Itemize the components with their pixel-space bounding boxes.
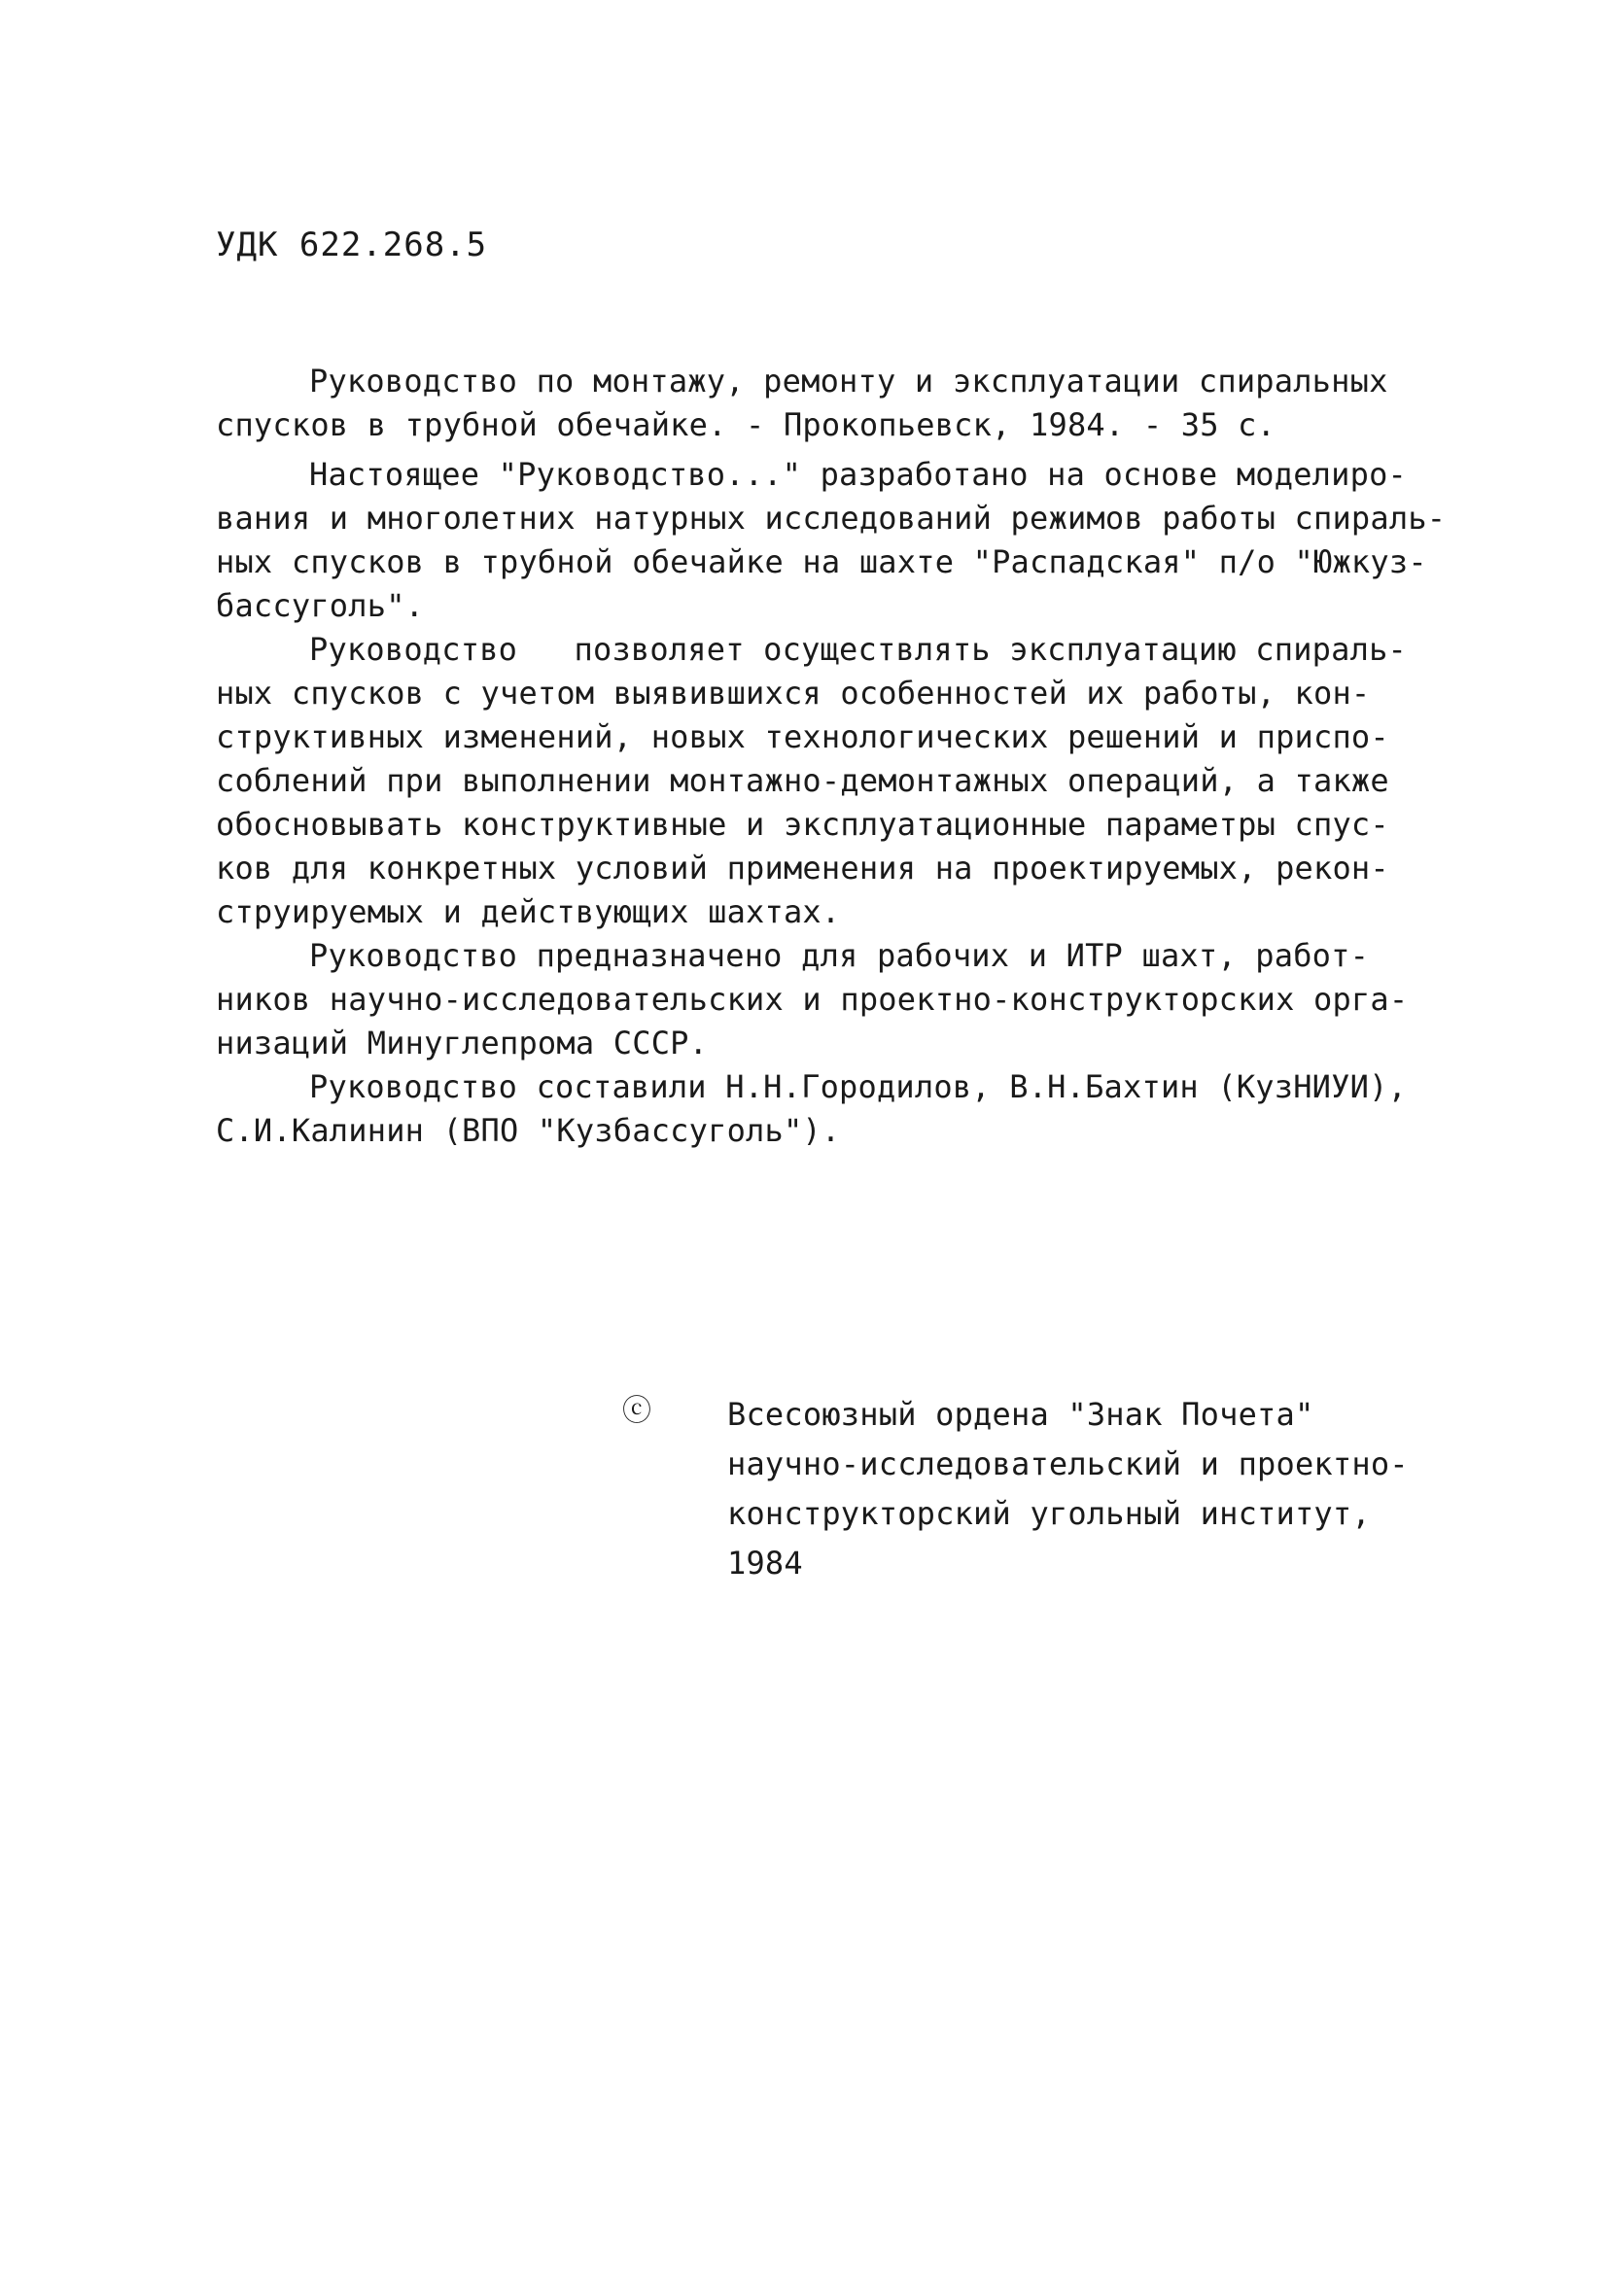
annotation-block <box>216 360 1447 1153</box>
citation-line: Руководство по монтажу, ремонту и эксплуатации спиральных <box>309 363 1388 400</box>
publisher-line: Всесоюзный ордена "Знак Почета" <box>727 1396 1314 1433</box>
paragraph-line: Руководство составили Н.Н.Городилов, В.Н.Бахтин (КузНИУИ), <box>309 1068 1408 1105</box>
paragraph-line: струируемых и действующих шахтах. <box>216 893 841 930</box>
publisher-info <box>727 1390 1409 1588</box>
paragraph-line: ков для конкретных условий применения на проектируемых, рекон- <box>216 850 1389 887</box>
paragraph-line: бассуголь". <box>216 587 425 624</box>
paragraph-line: обосновывать конструктивные и эксплуатационные параметры спус- <box>216 806 1389 843</box>
copyright-icon: ⓒ <box>622 1394 651 1428</box>
paragraph-line: соблений при выполнении монтажно-демонтажных операций, а также <box>216 762 1389 799</box>
paragraph-line: Руководство позволяет осуществлять эксплуатацию спираль- <box>309 631 1408 668</box>
paragraph-line: низаций Минуглепрома СССР. <box>216 1025 709 1061</box>
paragraph-line: ников научно-исследовательских и проектно-конструкторских орга- <box>216 981 1409 1018</box>
paragraph-line: Настоящее "Руководство..." разработано на основе моделиро- <box>309 456 1408 493</box>
paragraph-line: С.И.Калинин (ВПО "Кузбассуголь"). <box>216 1112 841 1149</box>
citation-line: спусков в трубной обечайке. - Прокопьевск, 1984. - 35 с. <box>216 406 1276 443</box>
publisher-line: конструкторский угольный институт, <box>727 1495 1371 1532</box>
publisher-line: 1984 <box>727 1545 803 1582</box>
paragraph-line: ных спусков с учетом выявившихся особенностей их работы, кон- <box>216 675 1371 712</box>
paragraph-line: структивных изменений, новых технологических решений и приспо- <box>216 718 1389 755</box>
paragraph-line: Руководство предназначено для рабочих и ИТР шахт, работ- <box>309 937 1370 974</box>
paragraph-line: вания и многолетних натурных исследований режимов работы спираль- <box>216 500 1447 537</box>
paragraph-line: ных спусков в трубной обечайке на шахте "Распадская" п/о "Южкуз- <box>216 543 1427 580</box>
publisher-line: научно-исследовательский и проектно- <box>727 1445 1409 1482</box>
udk-code: УДК 622.268.5 <box>216 226 488 264</box>
